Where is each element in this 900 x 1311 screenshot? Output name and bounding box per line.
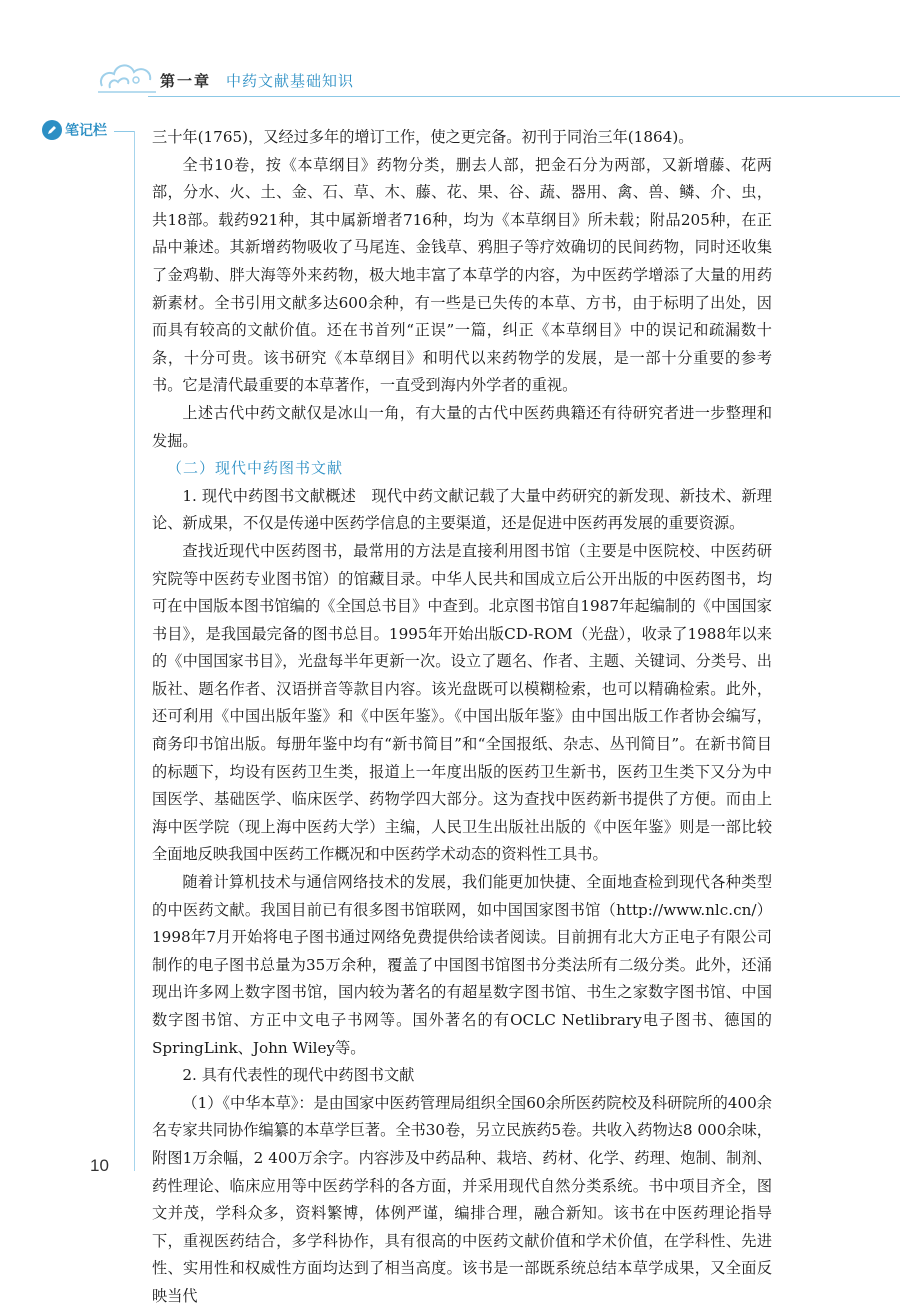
paragraph: 三十年(1765)，又经过多年的增订工作，使之更完备。初刊于同治三年(1864)。 bbox=[152, 128, 694, 146]
paragraph: 随着计算机技术与通信网络技术的发展，我们能更加快捷、全面地查检到现代各种类型的中医药文献。我国目前已有很多图书馆联网，如中国国家图书馆（http://www.nlc.cn/）1998年7月开始将电子图书通过网络免费提供给读者阅读。目前拥有北大方正电子有限公司制作的电子图书总量为35万余种，覆盖了中国图书馆图书分类法所有二级分类。此外，还涌现出许多网上数字图书馆，国内较为著名的有超星数字图书馆、书生之家数字图书馆、中国数字图书馆、方正中文电子书网等。国外著名的有OCLC Netlibrary电子图书、德国的SpringLink、John Wiley等。 bbox=[152, 873, 772, 1057]
chapter-label: 第一章 bbox=[160, 72, 212, 90]
page-header bbox=[0, 0, 900, 110]
paragraph: （1）《中华本草》：是由国家中医药管理局组织全国60余所医药院校及科研院所的400余名专家共同协作编纂的本草学巨著。全书30卷，另立民族药5卷。共收入药物达8 000余味，附图1万余幅，2 400万余字。内容涉及中药品种、栽培、药材、化学、药理、炮制、制剂、药性理论、临床应用等中医药学科的各方面，并采用现代自然分类系统。书中项目齐全，图文并茂，学科众多，资料繁博，体例严谨，编排合理，融合新知。该书在中医药理论指导下，重视医药结合，多学科协作，具有很高的中医药文献价值和学术价值，在学科性、先进性、实用性和权威性方面均达到了相当高度。该书是一部既系统总结本草学成果，又全面反映当代 bbox=[152, 1093, 772, 1305]
section-heading: （二）现代中药图书文献 bbox=[167, 459, 344, 478]
page-number: 10 bbox=[90, 1156, 109, 1175]
chapter-title: 中药文献基础知识 bbox=[226, 72, 355, 90]
notes-connector-line bbox=[114, 131, 134, 132]
paragraph: 1. 现代中药图书文献概述 现代中药文献记载了大量中药研究的新发现、新技术、新理论、新成果，不仅是传递中医药学信息的主要渠道，还是促进中医药再发展的重要资源。 bbox=[152, 486, 772, 533]
notes-label: 笔记栏 bbox=[65, 123, 107, 139]
pencil-icon bbox=[42, 120, 62, 140]
paragraph: 全书10卷，按《本草纲目》药物分类，删去人部，把金石分为两部，又新增藤、花两部，分水、火、土、金、石、草、木、藤、花、果、谷、蔬、器用、禽、兽、鳞、介、虫，共18部。载药921种，其中属新增者716种，均为《本草纲目》所未载；附品205种，在正品中兼述。其新增药物吸收了马尾连、金钱草、鸦胆子等疗效确切的民间药物，同时还收集了金鸡勒、胖大海等外来药物，极大地丰富了本草学的内容，为中医药学增添了大量的用药新素材。全书引用文献多达600余种，有一些是已失传的本草、方书，由于标明了出处，因而具有较高的文献价值。还在书首列“正误”一篇，纠正《本草纲目》中的误记和疏漏数十条，十分可贵。该书研究《本草纲目》和明代以来药物学的发展，是一部十分重要的参考书。它是清代最重要的本草著作，一直受到海内外学者的重视。 bbox=[152, 155, 772, 395]
body-text bbox=[152, 124, 772, 1311]
cloud-ornament-icon bbox=[96, 56, 160, 96]
header-rule bbox=[148, 96, 900, 97]
paragraph: 2. 具有代表性的现代中药图书文献 bbox=[182, 1066, 415, 1085]
paragraph: 查找近现代中医药图书，最常用的方法是直接利用图书馆（主要是中医院校、中医药研究院等中医药专业图书馆）的馆藏目录。中华人民共和国成立后公开出版的中医药图书，均可在中国版本图书馆编的《全国总书目》中查到。北京图书馆自1987年起编制的《中国国家书目》，是我国最完备的图书总目。1995年开始出版CD-ROM（光盘），收录了1988年以来的《中国国家书目》，光盘每半年更新一次。设立了题名、作者、主题、关键词、分类号、出版社、题名作者、汉语拼音等款目内容。该光盘既可以模糊检索，也可以精确检索。此外，还可利用《中国出版年鉴》和《中医年鉴》。《中国出版年鉴》由中国出版工作者协会编写，商务印书馆出版。每册年鉴中均有“新书简目”和“全国报纸、杂志、丛刊简目”。在新书简目的标题下，均设有医药卫生类，报道上一年度出版的医药卫生新书，医药卫生类下又分为中国医学、基础医学、临床医学、药物学四大部分。这为查找中医药新书提供了方便。而由上海中医学院（现上海中医药大学）主编，人民卫生出版社出版的《中医年鉴》则是一部比较全面地反映我国中医药工作概况和中医药学术动态的资料性工具书。 bbox=[152, 541, 772, 864]
notes-sidebar-tag bbox=[42, 118, 107, 142]
paragraph: 上述古代中药文献仅是冰山一角，有大量的古代中医药典籍还有待研究者进一步整理和发掘。 bbox=[152, 403, 772, 450]
margin-rule bbox=[134, 131, 135, 1171]
